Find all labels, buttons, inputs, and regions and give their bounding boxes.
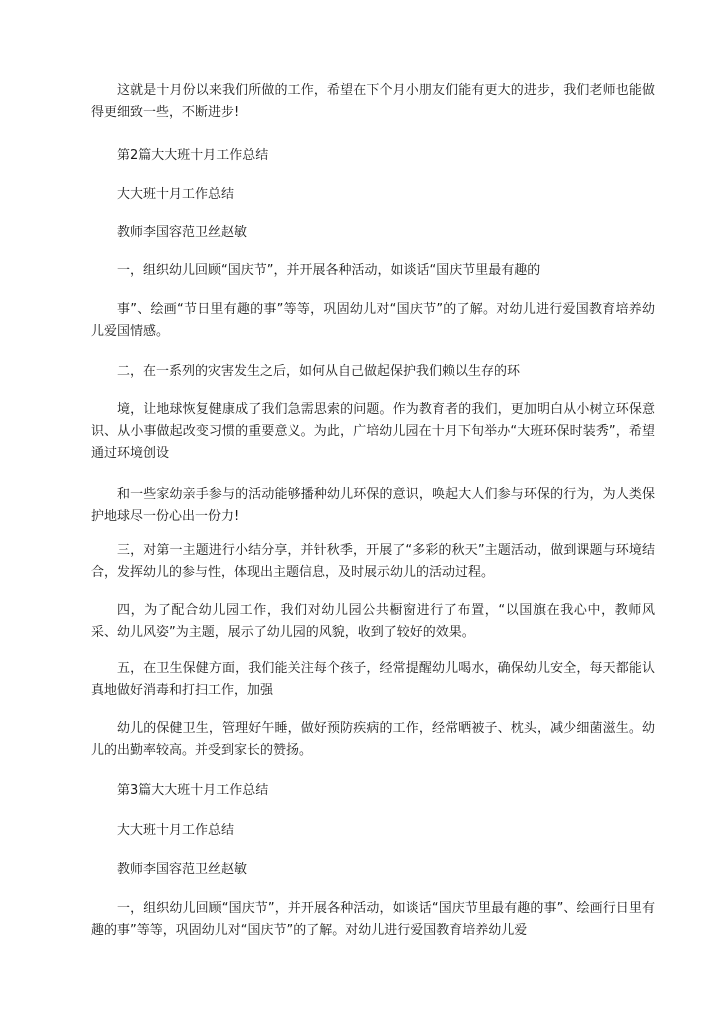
paragraph-item-5b: 幼儿的保健卫生，管理好午睡，做好预防疾病的工作，经常晒被子、枕头，减少细菌滋生。幼儿的出勤率较高。并受到家长的赞扬。: [91, 721, 655, 758]
paragraph-item-1a: 一，组织幼儿回顾“国庆节”，并开展各种活动，如谈话“国庆节里最有趣的: [117, 263, 541, 278]
section-subtitle-3: 大大班十月工作总结: [117, 823, 235, 838]
teacher-names-2: 教师李国容范卫丝赵敏: [117, 225, 248, 240]
paragraph-closing: 这就是十月份以来我们所做的工作，希望在下个月小朋友们能有更大的进步，我们老师也能做得更细致一些，不断进步!: [91, 83, 655, 120]
paragraph-item-2a: 二，在一系列的灾害发生之后，如何从自己做起保护我们赖以生存的环: [117, 364, 521, 379]
teacher-names-3: 教师李国容范卫丝赵敏: [117, 862, 248, 877]
section-heading-2: 第2篇大大班十月工作总结: [117, 148, 269, 163]
section-subtitle-2: 大大班十月工作总结: [117, 187, 235, 202]
paragraph-item-3: 三，对第一主题进行小结分享，并针秋季，开展了“多彩的秋天”主题活动，做到课题与环境结合，发挥幼儿的参与性，体现出主题信息，及时展示幼儿的活动过程。: [91, 543, 655, 580]
paragraph-item-2b: 境，让地球恢复健康成了我们急需思索的问题。作为教育者的我们，更加明白从小树立环保意识、从小事做起改变习惯的重要意义。为此，广培幼儿园在十月下旬举办“大班环保时装秀”，希望通过环境创设: [91, 402, 655, 461]
paragraph-item-1-section3: 一，组织幼儿回顾“国庆节”，并开展各种活动，如谈话“国庆节里最有趣的事”、绘画行日里有趣的事”等等，巩固幼儿对“国庆节”的了解。对幼儿进行爱国教育培养幼儿爱: [91, 901, 655, 938]
paragraph-item-2c: 和一些家幼亲手参与的活动能够播种幼儿环保的意识，唤起大人们参与环保的行为，为人类保护地球尽一份心出一份力!: [91, 487, 655, 524]
paragraph-item-5a: 五，在卫生保健方面，我们能关注每个孩子，经常提醒幼儿喝水，确保幼儿安全，每天都能认真地做好消毒和打扫工作，加强: [91, 661, 655, 698]
paragraph-item-4: 四，为了配合幼儿园工作，我们对幼儿园公共橱窗进行了布置，“以国旗在我心中，教师风采、幼儿风姿”为主题，展示了幼儿园的风貌，收到了较好的效果。: [91, 603, 655, 640]
paragraph-item-1b: 事”、绘画“节日里有趣的事”等等，巩固幼儿对“国庆节”的了解。对幼儿进行爱国教育培养幼儿爱国情感。: [91, 302, 655, 339]
section-heading-3: 第3篇大大班十月工作总结: [117, 783, 269, 798]
